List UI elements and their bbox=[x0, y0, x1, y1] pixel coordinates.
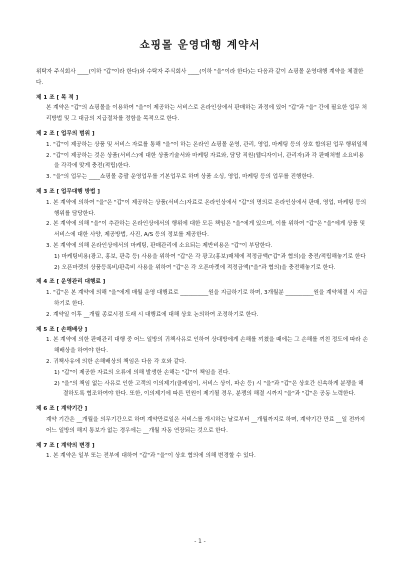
article-clause: 2) "을"의 책임 없는 사유로 인한 고객의 이의제기(클레임이, 서비스 상이, 파손 등) 시 "을"과 "갑"은 상호간 신속하게 분쟁을 해결하도록 협조하여야 한다. 또한, 이의제기에 따른 민원이 제기될 경우, 분쟁의 해결 시까지 "을"과 "갑"은 공동 노력한다. bbox=[54, 380, 364, 398]
article-clause: 2. 계약일 이후 __개월 종료시점 도래 시 대행료에 대해 상호 논의하여 조정하기로 한다. bbox=[46, 311, 259, 318]
article-heading: 제 6 조 [ 계약기간 ] bbox=[36, 406, 88, 413]
intro-paragraph: 위탁자 주식회사 ____(이하 "갑"이라 한다)와 수탁자 주식회사 ____(이하 "을"이라 한다)는 다음과 같이 쇼핑몰 운영대행 계약을 체결한다. bbox=[36, 69, 364, 86]
page-number: - 1 - bbox=[194, 539, 206, 545]
article-heading: 제 4 조 [ 운영관리 대행료 ] bbox=[36, 279, 106, 286]
article-clause: 1) 마케팅비용(광고, 홍보, 판촉 등) 사용을 위하여 "갑"은 각 광고(홍보)매체에 적정금액("갑"과 협의)을 충전/적립해놓기로 한다 bbox=[54, 253, 366, 260]
document-title: 쇼핑몰 운영대행 계약서 bbox=[139, 39, 261, 51]
article-heading: 제 7 조 [ 계약의 변경 ] bbox=[36, 442, 95, 449]
article-clause: 1. 본 계약에 의한 판매관리 대행 중 어느 일방의 귀책사유로 인하여 상대방에게 손해를 끼쳤을 때에는 그 손해를 끼친 정도에 따라 손해배상을 하여야 한다. bbox=[46, 337, 368, 355]
article-clause: 2. 귀책사유에 의한 손해배상의 책임은 다음 각 호와 같다. bbox=[46, 358, 187, 365]
article-clause: 1) "갑"이 제공한 자료의 오류에 의해 발생한 손해는 "갑"이 책임을 진다. bbox=[54, 369, 231, 376]
article-clause: 1. "갑"은 본 계약에 의해 "을"에게 매월 운영 대행료로 __________원을 지급하기로 하며, 3개월분 __________원을 계약체결 시 지급하기로 한다. bbox=[46, 290, 368, 307]
article-clause: 1. 본 계약에 의하여 "을"은 "갑"이 제공하는 상품(서비스)자료로 온라인상에서 "갑"의 명의로 온라인상에서 판매, 영업, 마케팅 등의 행위를 담당한다. bbox=[46, 199, 367, 217]
article-clause: 2. 본 계약에 의해 "을"이 추관하는 온라인상에서의 행위에 대한 모든 책임은 "을"에게 있으며, 이를 위하여 "갑"은 "을"에게 상품 및 서비스에 대한 사양, 제공방법, 사진, A/S 등의 정보를 제공한다. bbox=[46, 221, 366, 239]
article-clause: 본 계약은 "갑"의 쇼핑몰을 이용하여 "을"이 제공하는 서비스로 온라인상에서 판매하는 과정에 있어 "갑"과 "을" 간에 필요한 업무 처리방법 및 그 대금의 지급절차를 정함을 목적으로 한다. bbox=[46, 105, 367, 123]
article-heading: 제 3 조 [ 업무대행 방법 ] bbox=[36, 188, 100, 195]
article-heading: 제 2 조 [ 업무의 범위 ] bbox=[36, 130, 95, 137]
article-heading: 제 5 조 [ 손해배상 ] bbox=[36, 326, 88, 333]
article-heading: 제 1 조 [ 목 적 ] bbox=[36, 94, 79, 101]
article-clause: 3. 본 계약에 의해 온라인상에서의 마케팅, 판매관리에 소요되는 제반비용은 "갑"이 부담한다. bbox=[46, 242, 273, 249]
article-clause: 1. 본 계약은 일부 또는 전부에 대하여 "갑"과 "을"이 상호 협의에 의해 변경할 수 있다. bbox=[46, 453, 256, 460]
article-clause: 2. "갑"이 제공하는 것은 상품(서비스)에 대한 상품기술서와 마케팅 자료와, 담당 직원(웹디자이너, 관리자)과 각 판매처별 소요비용을 각각에 맞게 충전(적립)한다. bbox=[46, 152, 364, 170]
article-clause: 2) 오픈마켓의 상품등록비/판촉비 사용을 위하여 "갑"은 각 오픈마켓에 적정금액("을"과 협의)을 충전해놓기로 한다. bbox=[54, 264, 336, 271]
article-clause: 3. "을"의 업무는 ____쇼핑몰 총괄 운영업무를 기본업무로 하며 상품 소싱, 영업, 마케팅 등의 업무를 진행한다. bbox=[46, 174, 315, 181]
article-clause: 1. "갑"이 제공하는 상품 및 서비스 자료를 통해 "을"이 하는 온라인 쇼핑몰 운영, 관리, 영업, 마케팅 등의 상호 합의된 업무 행위일체 bbox=[46, 141, 368, 148]
article-clause: 계약 기간은 __개월을 의무기간으로 하며 계약만료일은 서비스를 개시하는 날로부터 __개월까지로 하며, 계약기간 만료 __일 전까지 어느 일방의 해지 통보가 없는 경우에는 __개월 자동 연장되는 것으로 한다. bbox=[46, 416, 366, 434]
document-body bbox=[36, 67, 368, 462]
